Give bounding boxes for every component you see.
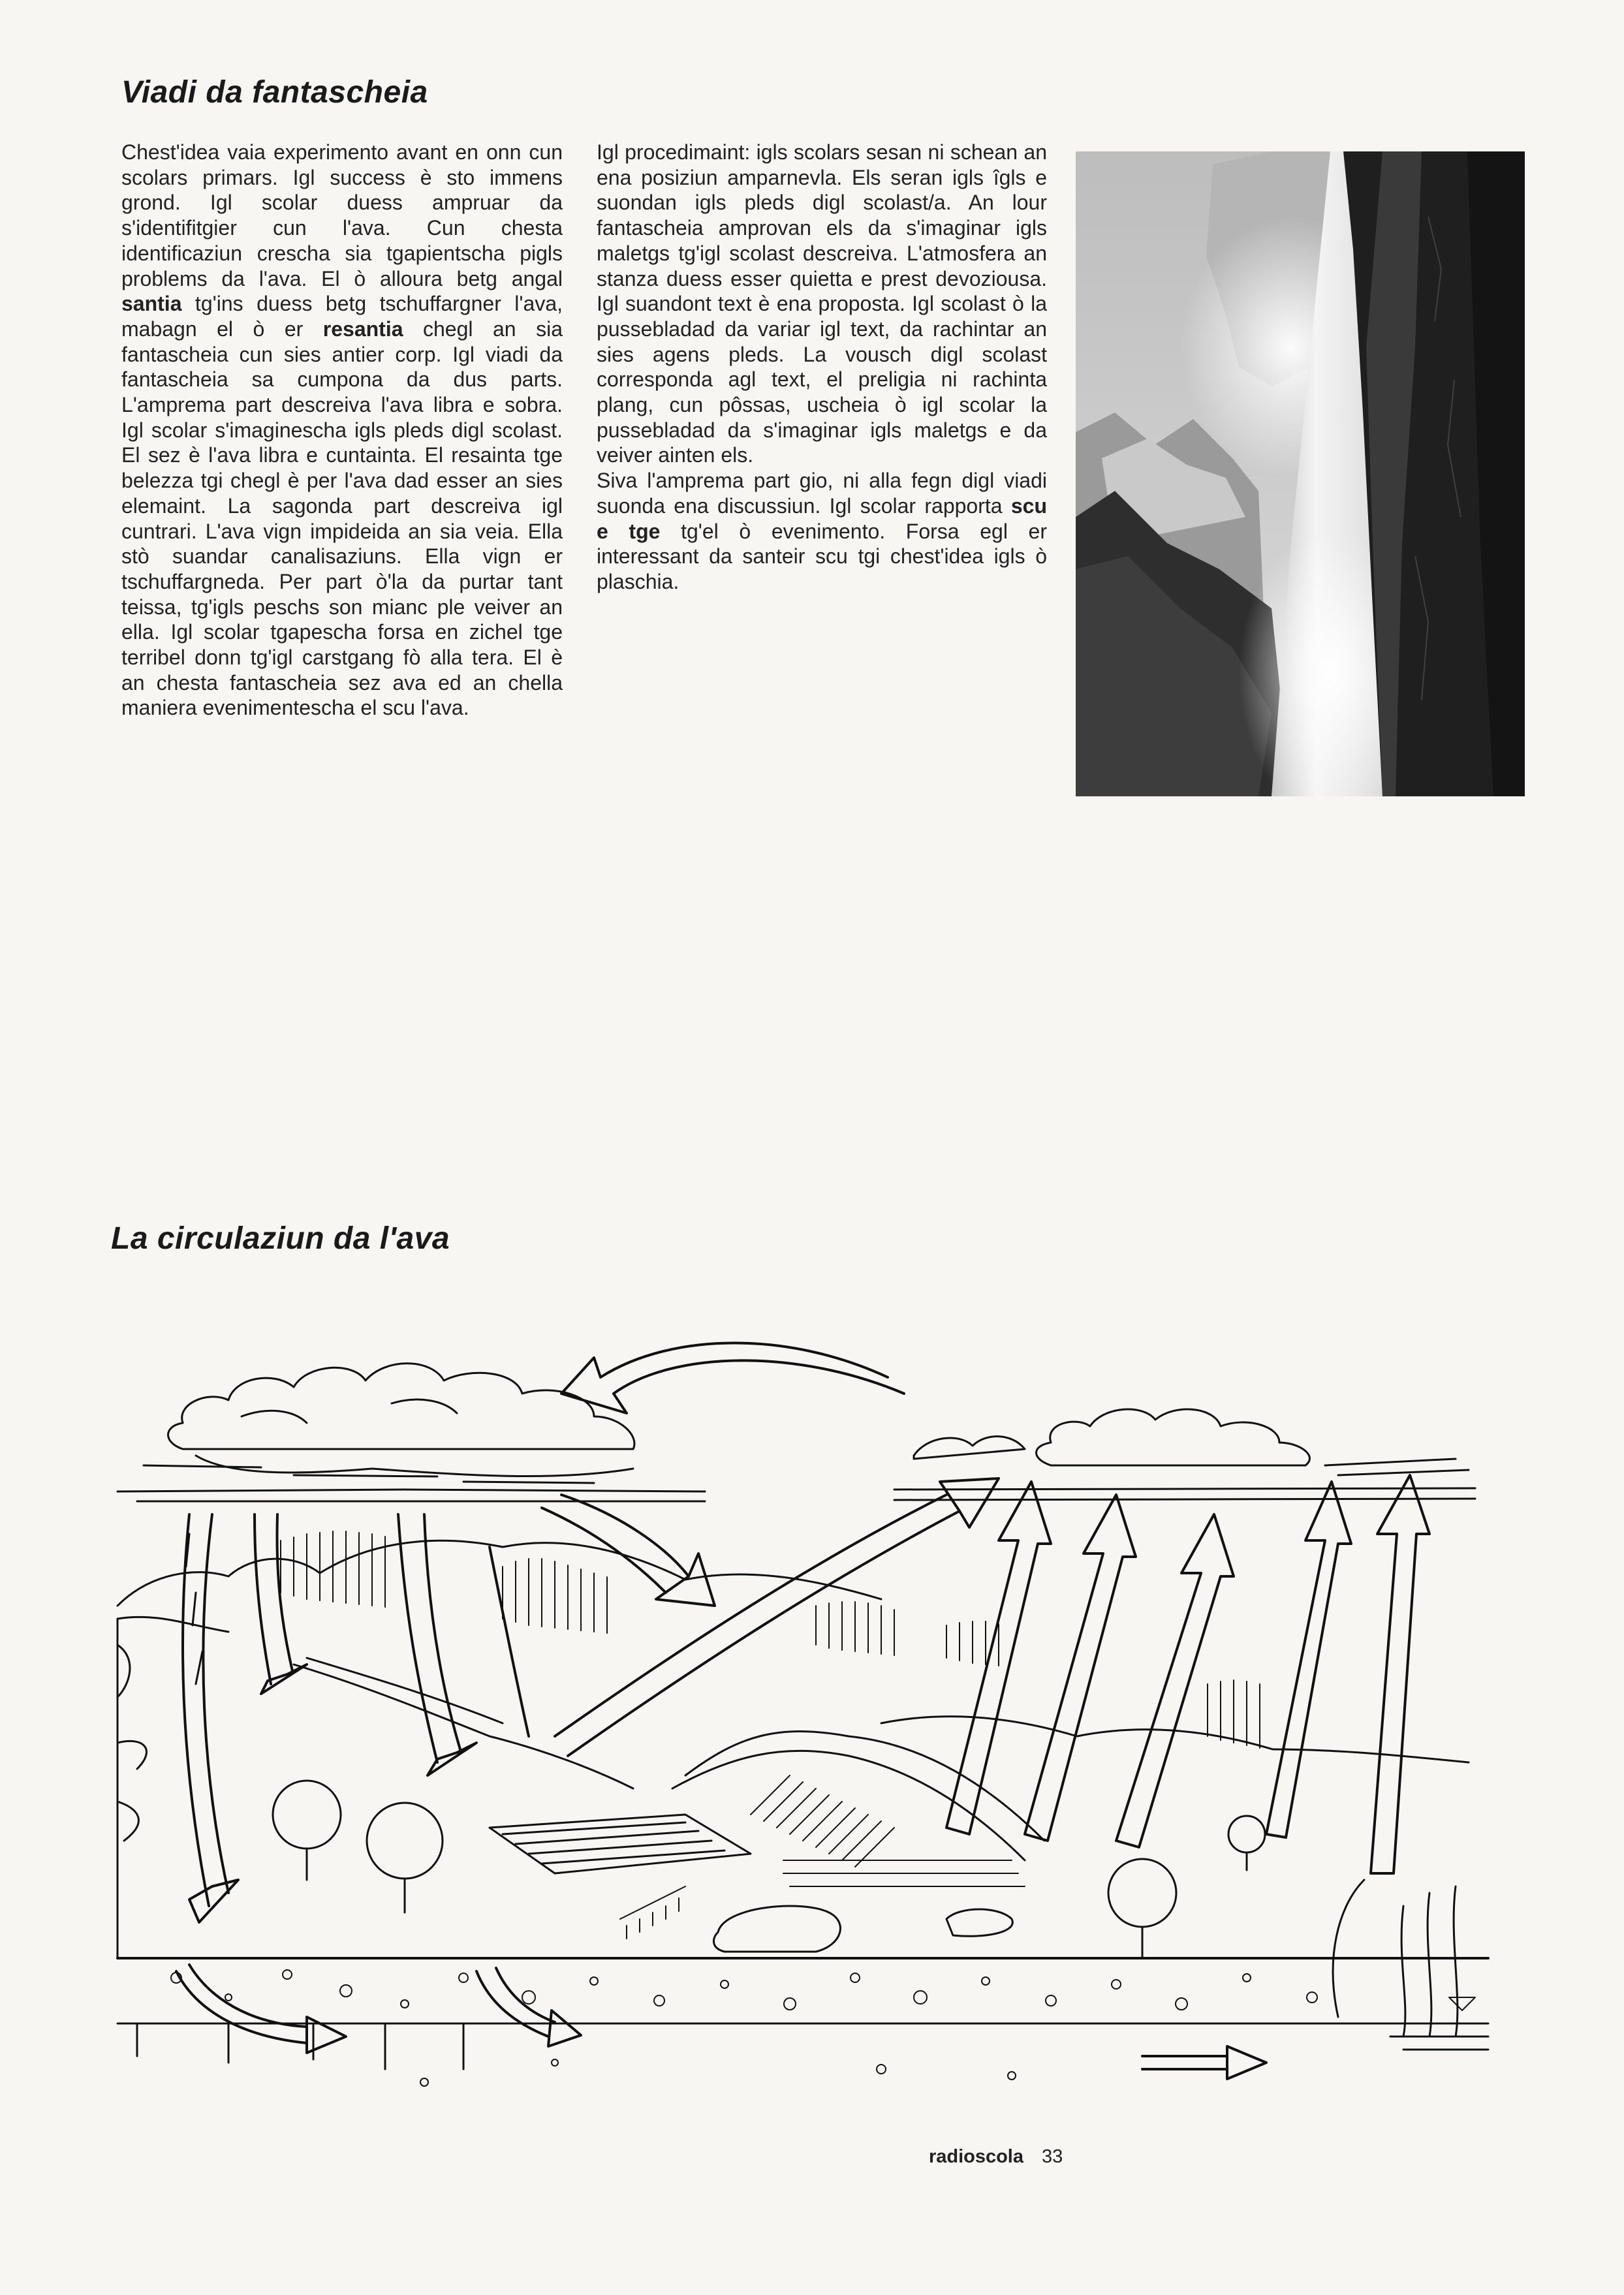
bold-text: scu e tge	[597, 493, 1047, 543]
paragraph	[597, 468, 1047, 595]
text-run: Siva l'amprema part gio, ni alla fegn digl viadi suonda ena discussiun. Igl scolar rapporta	[597, 469, 1047, 518]
text-run: Igl procedimaint: igls scolars sesan ni schean an ena posiziun amparnevla. Els seran igls îgls e suondan igls pleds digl scolast/a. An lour fantascheia amprovan els da s'imaginar igls maletgs tg'igl scolast descreiva. L'atmosfera an stanza duess esser quietta e prest devoziousa. Igl suandont text è ena proposta. Igl scolast ò la pussebladad da variar igl text, da rachintar an sies agens pleds. La vousch digl scolast corresponda agl text, el preligia ni rachinta plang, cun pôssas, uscheia ò igl scolar la pussebladad da s'imaginar igls maletgs e da veiver ainten els.	[597, 140, 1047, 467]
text-run: Chest'idea vaia experimento avant en onn cun scolars primars. Igl success è sto immens grond. Igl scolar duess ampruar da s'identifitgier cun l'ava. Cun chesta identificaziun crescha sia tgapientscha pigls problems da l'ava. El ò alloura betg angal	[121, 140, 563, 290]
text-column-left	[121, 140, 563, 721]
paragraph	[121, 140, 563, 721]
water-cycle-diagram	[98, 1319, 1534, 2121]
text-column-right	[597, 140, 1047, 595]
section-title-circulaziun: La circulaziun da l'ava	[111, 1221, 450, 1256]
bold-text: resantia	[322, 317, 403, 341]
footer-publication: radioscola	[928, 2146, 1023, 2167]
text-run: tg'el ò evenimento. Forsa egl er interessant da santeir scu tgi chest'idea igls ò plaschia.	[597, 519, 1048, 593]
section-title-viadi: Viadi da fantascheia	[121, 75, 428, 110]
text-run: tg'ins duess betg tschuffargner l'ava, mabagn el ò er	[121, 292, 563, 341]
bold-text: santia	[121, 292, 182, 316]
page-number: 33	[1042, 2146, 1063, 2167]
paragraph	[597, 140, 1047, 468]
waterfall-photo	[1076, 151, 1525, 796]
text-run: chegl an sia fantascheia cun sies antier corp. Igl viadi da fantascheia sa cumpona da dus parts. L'amprema part descreiva l'ava libra e sobra. Igl scolar s'imaginescha igls pleds digl scolast. El sez è l'ava libra e cuntainta. El resainta tge belezza tgi chegl è per l'ava dad esser an sies elemaint. La sagonda part descreiva igl cuntrari. L'ava vign impideida an sia veia. Ella stò suandar canalisaziuns. Ella vign er tschuffargneda. Per part ò'la da purtar tant teissa, tg'igls peschs son mianc ple veiver an ella. Igl scolar tgapescha forsa en zichel tge terribel donn tg'igl carstgang fò alla tera. El è an chesta fantascheia sez ava ed an chella maniera evenimentescha el scu l'ava.	[121, 317, 563, 720]
